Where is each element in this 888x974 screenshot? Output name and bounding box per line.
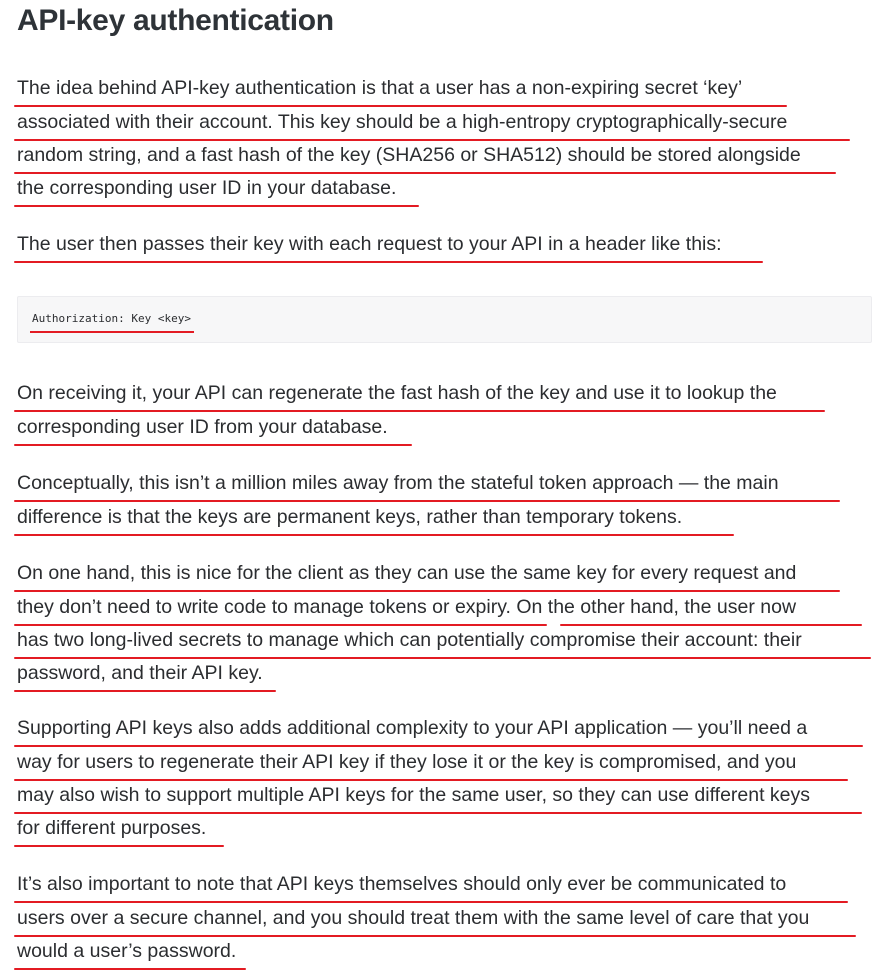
annotation-underline <box>14 968 246 970</box>
text-line: It’s also important to note that API keys themselves should only ever be communicated to <box>17 869 786 902</box>
annotation-underline <box>14 690 276 692</box>
text-line: way for users to regenerate their API key if they lose it or the key is compromised, and you <box>17 747 796 780</box>
text-line: random string, and a fast hash of the key (SHA256 or SHA512) should be stored alongside <box>17 140 801 173</box>
annotation-underline <box>14 845 224 847</box>
text-line: users over a secure channel, and you should treat them with the same level of care that you <box>17 903 809 936</box>
text-line: Supporting API keys also adds additional complexity to your API application — you’ll need a <box>17 713 807 746</box>
text-line: would a user’s password. <box>17 936 236 969</box>
text-line: Conceptually, this isn’t a million miles away from the stateful token approach — the main <box>17 468 779 501</box>
annotation-underline <box>14 261 763 263</box>
code-sample: Authorization: Key <key> <box>32 310 191 328</box>
annotation-underline <box>14 205 419 207</box>
text-line: The idea behind API-key authentication is that a user has a non-expiring secret ‘key’ <box>17 73 742 106</box>
text-line: difference is that the keys are permanent keys, rather than temporary tokens. <box>17 502 682 535</box>
text-line: the corresponding user ID in your database. <box>17 173 396 206</box>
annotation-underline <box>14 444 412 446</box>
text-line: corresponding user ID from your database. <box>17 412 388 445</box>
text-line: The user then passes their key with each request to your API in a header like this: <box>17 229 722 262</box>
code-block <box>17 296 872 343</box>
text-line: has two long-lived secrets to manage which can potentially compromise their account: their <box>17 625 802 658</box>
text-line: for different purposes. <box>17 813 206 846</box>
text-line: they don’t need to write code to manage tokens or expiry. On the other hand, the user now <box>17 592 796 625</box>
annotation-underline <box>30 331 194 333</box>
annotation-underline <box>14 534 734 536</box>
text-line: may also wish to support multiple API keys for the same user, so they can use different keys <box>17 780 810 813</box>
text-line: associated with their account. This key should be a high-entropy cryptographically-secure <box>17 107 787 140</box>
text-line: On one hand, this is nice for the client as they can use the same key for every request and <box>17 558 796 591</box>
text-line: On receiving it, your API can regenerate the fast hash of the key and use it to lookup the <box>17 378 777 411</box>
text-line: password, and their API key. <box>17 658 263 691</box>
page-title: API-key authentication <box>17 4 334 37</box>
